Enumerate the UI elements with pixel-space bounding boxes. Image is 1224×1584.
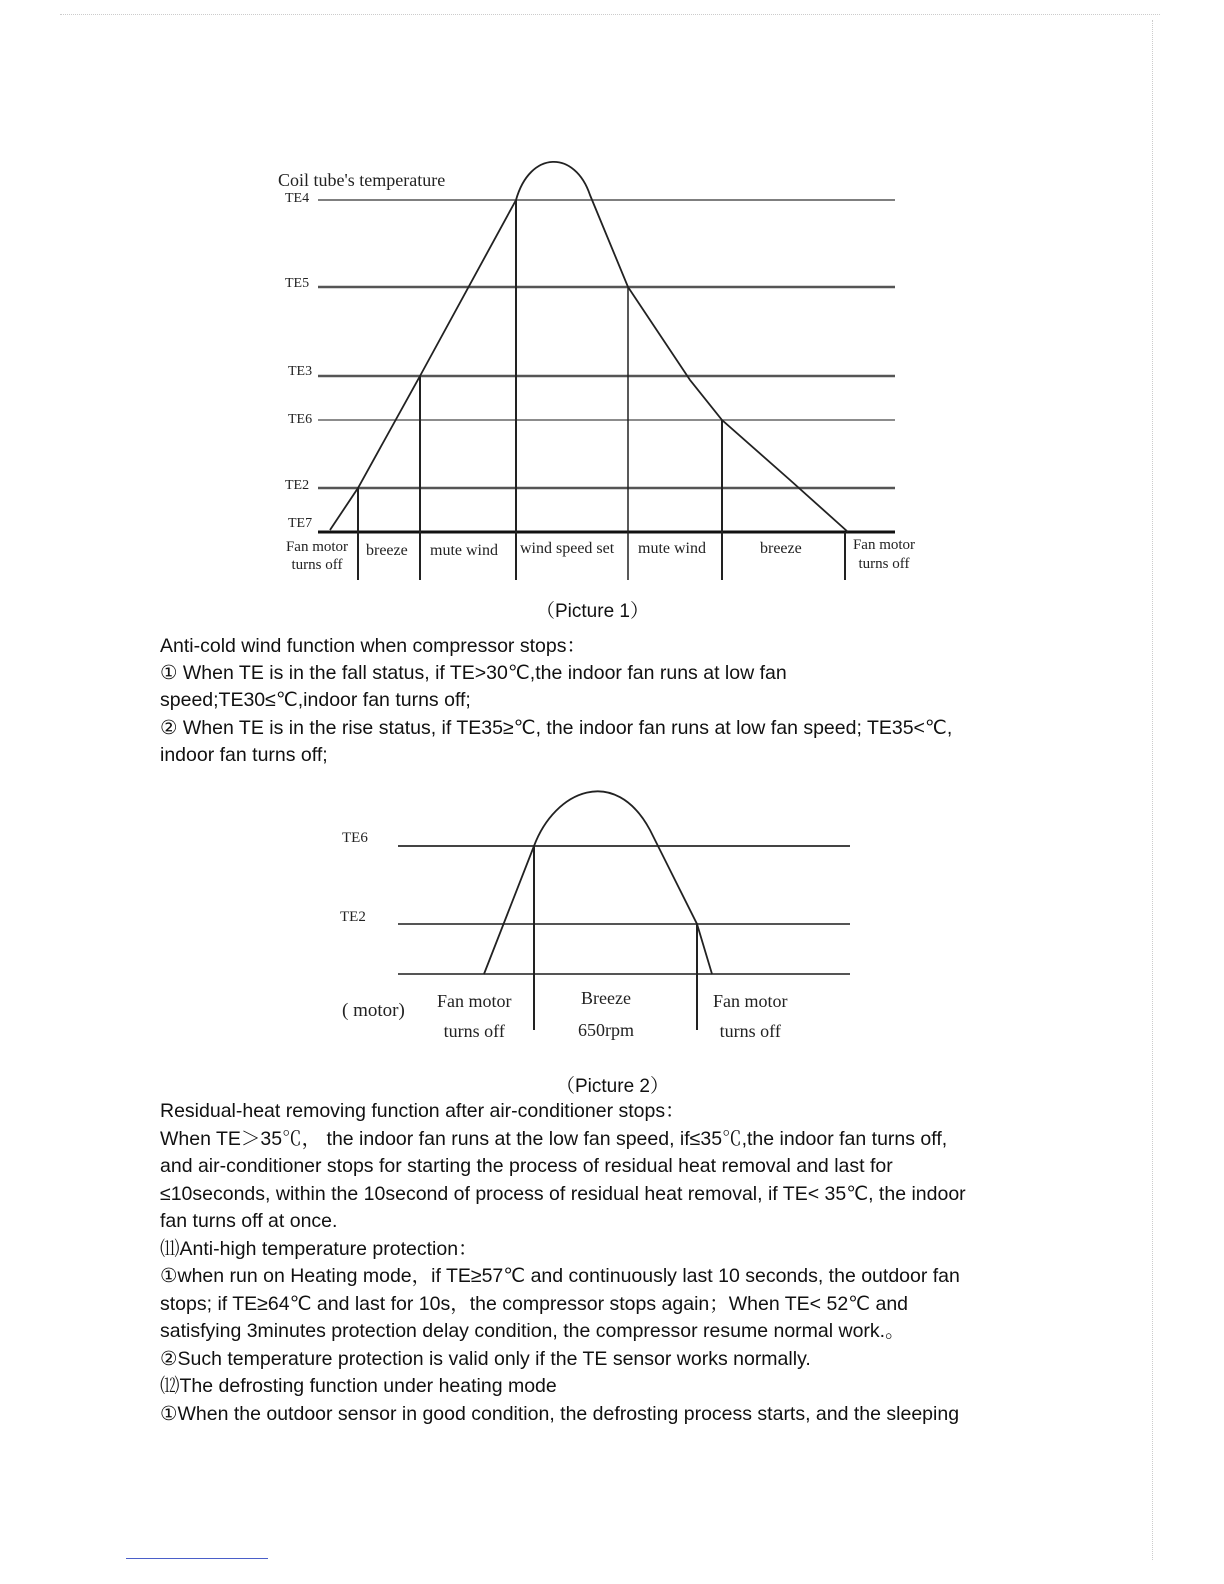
picture2-zone-fan-off-right bbox=[713, 986, 788, 1046]
anti-cold-item1-line1: ① When TE is in the fall status, if TE>30℃,the indoor fan runs at low fan bbox=[160, 662, 787, 684]
picture1-level-te5: TE5 bbox=[285, 276, 310, 291]
section-12-heading: ⑿The defrosting function under heating mode bbox=[160, 1375, 557, 1397]
picture1-zone-mute-wind-left: mute wind bbox=[430, 542, 498, 559]
anti-cold-item1-line2: speed;TE30≤℃,indoor fan turns off; bbox=[160, 689, 471, 711]
footnote-rule bbox=[126, 1558, 268, 1559]
picture1-zone-breeze-left: breeze bbox=[366, 542, 408, 559]
picture2-level-te2: TE2 bbox=[340, 909, 366, 925]
picture1-zone-fan-off-right: Fan motor turns off bbox=[852, 537, 916, 572]
picture1-level-te2: TE2 bbox=[285, 478, 310, 493]
anti-cold-item2-line2: indoor fan turns off; bbox=[160, 744, 328, 766]
residual-heat-line1: When TE＞35℃， the indoor fan runs at the low fan speed, if≤35℃,the indoor fan turns off, bbox=[160, 1128, 948, 1150]
picture1-level-te4: TE4 bbox=[285, 191, 310, 206]
residual-heat-heading: Residual-heat removing function after air-conditioner stops： bbox=[160, 1100, 685, 1122]
zone-line: Breeze bbox=[581, 988, 631, 1008]
picture1-graphics bbox=[0, 0, 1224, 600]
picture1-level-te3: TE3 bbox=[288, 364, 313, 379]
residual-heat-line4: fan turns off at once. bbox=[160, 1210, 338, 1232]
picture1-level-te6: TE6 bbox=[288, 412, 313, 427]
picture1-caption: （Picture 1） bbox=[536, 601, 649, 622]
picture1-zone-mute-wind-right: mute wind bbox=[638, 540, 706, 557]
anti-cold-wind-heading: Anti-cold wind function when compressor stops： bbox=[160, 635, 586, 657]
anti-high-temp-line2: stops; if TE≥64℃ and last for 10s，the compressor stops again；When TE< 52℃ and bbox=[160, 1293, 909, 1315]
zone-line: Fan motor bbox=[437, 991, 512, 1011]
section-11-heading: ⑾Anti-high temperature protection： bbox=[160, 1238, 478, 1260]
zone-line: turns off bbox=[719, 1021, 781, 1041]
anti-high-temp-line4: ②Such temperature protection is valid only if the TE sensor works normally. bbox=[160, 1348, 811, 1370]
picture1-zone-breeze-right: breeze bbox=[760, 540, 802, 557]
coil-temperature-curve bbox=[330, 162, 848, 532]
zone-line: turns off bbox=[443, 1021, 505, 1041]
picture1-axis-title: Coil tube's temperature bbox=[278, 170, 446, 190]
picture2-level-te6: TE6 bbox=[342, 830, 368, 846]
anti-high-temp-line3: satisfying 3minutes protection delay condition, the compressor resume normal work.。 bbox=[160, 1320, 905, 1342]
picture2-motor-label: ( motor) bbox=[342, 1000, 405, 1021]
anti-cold-item2-line1: ② When TE is in the rise status, if TE35≥℃, the indoor fan runs at low fan speed; TE35<℃, bbox=[160, 717, 953, 739]
coil-temperature-curve bbox=[484, 791, 712, 974]
picture1-level-te7: TE7 bbox=[288, 516, 313, 531]
picture1-zone-wind-speed-set: wind speed set bbox=[520, 540, 615, 557]
zone-line: 650rpm bbox=[578, 1020, 634, 1040]
zone-line: Fan motor bbox=[713, 991, 788, 1011]
residual-heat-line3: ≤10seconds, within the 10second of process of residual heat removal, if TE< 35℃, the indoor bbox=[160, 1183, 966, 1205]
picture1-zone-fan-off-left: Fan motor turns off bbox=[285, 539, 349, 573]
anti-high-temp-line1: ①when run on Heating mode，if TE≥57℃ and continuously last 10 seconds, the outdoor fan bbox=[160, 1265, 960, 1287]
picture2-zone-breeze bbox=[578, 982, 634, 1046]
residual-heat-line2: and air-conditioner stops for starting the process of residual heat removal and last for bbox=[160, 1155, 893, 1177]
picture2-zone-fan-off-left bbox=[437, 986, 512, 1046]
defrost-line1: ①When the outdoor sensor in good condition, the defrosting process starts, and the sleeping bbox=[160, 1403, 960, 1425]
picture2-caption: （Picture 2） bbox=[556, 1076, 669, 1097]
